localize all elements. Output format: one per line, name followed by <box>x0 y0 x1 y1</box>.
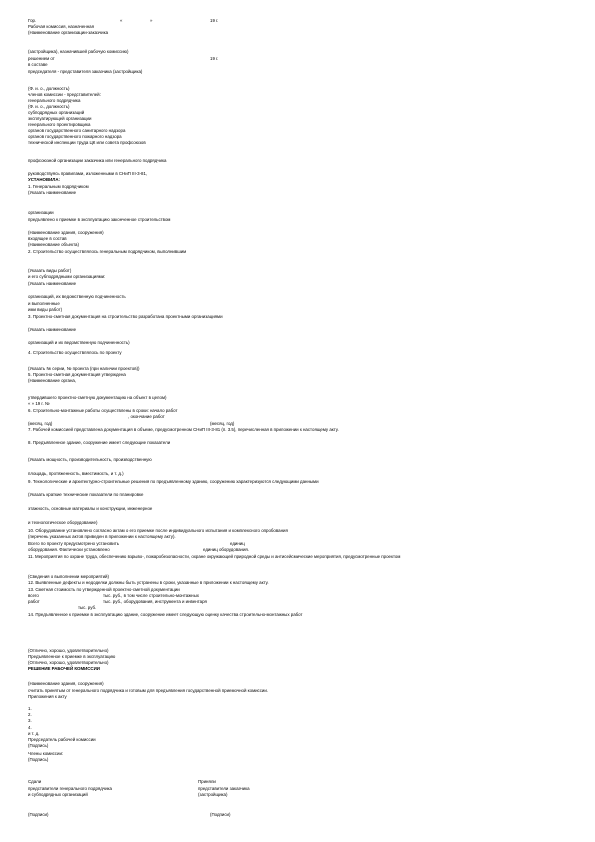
p1-sub: (Указать наименование <box>28 190 77 195</box>
members-signature-sub: (Подпись) <box>28 757 49 762</box>
member-line-9: технической инспекции труда ЦК или совета профсоюзов <box>28 140 146 145</box>
p9-b2: и технологическое оборудование) <box>28 520 98 525</box>
decision-line <box>28 56 219 61</box>
member-line-4: субподрядных организаций <box>28 110 85 115</box>
p1-body: предъявлено к приемке в эксплуатацию законченное строительством <box>28 217 171 222</box>
attach-heading: Приложения к акту <box>28 694 67 699</box>
date-year: 19 г. <box>210 18 219 23</box>
p14-line: 14. Предъявленное к приемке в эксплуатацию здание, сооружение имеет следующую оценку качества строительно-монтажных работ <box>28 612 303 617</box>
p2-b3: и выполненные <box>28 301 60 306</box>
member-line-1: членов комиссии - представителей: <box>28 92 101 97</box>
p6-line: 6. Строительно-монтажные работы осуществлены в сроки: начало работ <box>28 408 178 413</box>
guidance-line: руководствуясь правилами, изложенными в СНиП III-3-81, <box>28 171 148 176</box>
p5-sub: (Наименование органа, <box>28 378 77 383</box>
p9-line: 9. Технологические и архитектурно-строительные решения по предъявленному зданию, сооружению характеризуются следующими данными <box>28 479 319 484</box>
p8-line: 8. Предъявленное здание, сооружение имеет следующие показатели <box>28 440 171 445</box>
date-quote-open: « <box>120 18 123 23</box>
p13-works-line <box>28 599 207 604</box>
p6-sub2: (месяц, год) <box>210 421 235 426</box>
p8-b: площадь, протяженность, вместимость, и т. д.) <box>28 471 124 476</box>
handover-row <box>28 779 216 784</box>
member-line-7: органов государственного санитарного надзора <box>28 128 126 133</box>
composition-line: в составе <box>28 62 48 67</box>
p5-line: 5. Проектно-сметная документация утверждена <box>28 372 126 377</box>
p2-sub: (Указать виды работ) <box>28 268 72 273</box>
commission-sub2: (застройщика), назначившей рабочую комиссию) <box>28 49 129 54</box>
p10-total-label: Всего по проекту предусмотрено установить <box>28 541 120 546</box>
p13-works-units: тыс. руб., оборудования, инструмента и инвентаря <box>103 599 207 604</box>
p9-sub: (Указать краткие технические показатели по планировке <box>28 492 144 497</box>
handed-sub: представители генерального подрядчика <box>28 786 112 791</box>
decision-prefix: решением от <box>28 56 55 61</box>
p7-line: 7. Рабочей комиссией представлена документация в объеме, предусмотренном СНиП III-3-81 (п. 3.5), перечисленная в приложении к настоящему акту. <box>28 427 339 432</box>
chair-signature-sub: (Подпись) <box>28 743 49 748</box>
commission-line: Рабочая комиссия, назначенная <box>28 24 94 29</box>
p11-sub: (Сведения о выполнении мероприятий) <box>28 574 109 579</box>
member-line-6: генерального проектировщика <box>28 122 91 127</box>
p2-sub2: (Указать наименование <box>28 281 77 286</box>
p1-sub3: (Наименование здания, сооружения) <box>28 230 104 235</box>
attach-item-1: 1. <box>28 706 32 711</box>
handed-sub2: и субподрядных организаций <box>28 792 88 797</box>
members-signature-label: Члены комиссии: <box>28 751 64 756</box>
p13-equip-units: тыс. руб. <box>78 605 97 610</box>
attach-item-4: 4. <box>28 725 32 730</box>
p2-b: и его субподрядными организациями: <box>28 274 106 279</box>
signatures-row <box>28 812 231 817</box>
p13-total-line <box>28 593 199 598</box>
attach-item-etc: и т. д. <box>28 731 40 736</box>
p10-actual-label: оборудования. Фактически установлено <box>28 547 110 552</box>
chair-line: председателя - представителя заказчика (застройщика) <box>28 69 143 74</box>
handover-row-2 <box>28 786 250 791</box>
p13-total-units: тыс. руб., в том числе строительно-монтажных <box>103 593 199 598</box>
p3-line: 3. Проектно-сметная документация на строительство разработана проектными организациями <box>28 314 223 319</box>
p5-b: утвердившего проектно-сметную документацию на объект в целом) <box>28 395 167 400</box>
p15-line: Предъявленное к приемке в эксплуатацию <box>28 654 116 659</box>
accepted-label: Приняли <box>198 779 216 784</box>
p15-sub: (Отлично, хорошо, удовлетворительно) <box>28 660 109 665</box>
p10-line: 10. Оборудование установлено согласно актам о его приемке после индивидуального испытания и комплексного опробования <box>28 528 288 533</box>
header-city-line <box>28 18 219 23</box>
p6-sub: (месяц, год) <box>28 421 53 426</box>
p2-b2: организаций, их ведомственную подчиненность <box>28 294 126 299</box>
chair-signature-label: Председатель рабочей комиссии <box>28 737 96 742</box>
member-line-3: (Ф. и. о., должность) <box>28 104 70 109</box>
p5-date: « » 19 г. № <box>28 401 50 406</box>
p10-total-line <box>28 541 245 546</box>
decision-year: 19 г. <box>210 56 219 61</box>
p10-actual-line <box>28 547 250 552</box>
p2-line: 2. Строительство осуществлялось генеральным подрядчиком, выполнившим <box>28 249 187 254</box>
profunion-line: профсоюзной организации заказчика или генерального подрядчика <box>28 158 167 163</box>
p2-sub3: ими виды работ) <box>28 307 63 312</box>
handed-signatures: (Подписи) <box>28 812 49 817</box>
p13-total-label: всего <box>28 593 39 598</box>
p4-line: 4. Строительство осуществлялось по проекту <box>28 350 122 355</box>
accepted-sub2: (застройщика) <box>198 792 228 797</box>
date-quote-close: » <box>150 18 153 23</box>
decision-body: считать принятым от генерального подрядчика и готовым для предъявления государственной приемочной комиссии. <box>28 688 269 693</box>
attach-item-2: 2. <box>28 712 32 717</box>
decision-sub: (Наименование здания, сооружения) <box>28 681 104 686</box>
accepted-sub: представители заказчика <box>198 786 250 791</box>
p6-sub-line <box>28 421 235 426</box>
p10-actual-units: единиц оборудования. <box>203 547 250 552</box>
p3-b: организаций и их ведомственную подчиненность) <box>28 340 130 345</box>
decision-heading: РЕШЕНИЕ РАБОЧЕЙ КОМИССИИ <box>28 666 100 671</box>
p9-b: этажность, основные материалы и конструкции, инженерное <box>28 506 153 511</box>
p10-units: единиц <box>230 541 245 546</box>
p1-where-sub: (Наименование объекта) <box>28 242 79 247</box>
p13-line: 13. Сметная стоимость по утвержденной проектно-сметной документации <box>28 587 180 592</box>
p12-line: 12. Выявленные дефекты и недоделки должны быть устранены в сроки, указанные в приложении к настоящему акту. <box>28 580 269 585</box>
p1-where: входящее в состав <box>28 236 67 241</box>
p4-sub: (Указать № серии, № проекта (при наличии проектов)) <box>28 366 140 371</box>
p11-line: 11. Мероприятия по охране труда, обеспечению взрыво-, пожаробезопасности, охране окружающей природной среды и антисейсмические мероприятия, предусмотренные проектом <box>28 554 401 559</box>
attach-item-3: 3. <box>28 718 32 723</box>
member-line-2: генерального подрядчика <box>28 98 81 103</box>
member-line-8: органов государственного пожарного надзора <box>28 134 122 139</box>
p8-sub: (Указать мощность, производительность, производственную <box>28 457 152 462</box>
handover-row-3 <box>28 792 228 797</box>
p6-end-label: , окончание работ <box>128 414 165 419</box>
member-line-0: (Ф. и. о., должность) <box>28 86 70 91</box>
member-line-5: эксплуатирующей организации <box>28 116 92 121</box>
handed-label: Сдали <box>28 779 42 784</box>
accepted-signatures: (Подписи) <box>210 812 231 817</box>
commission-sub: (Наименование организации-заказчика <box>28 30 109 35</box>
p1-title: 1. Генеральным подрядчиком <box>28 184 89 189</box>
p13-works-label: работ <box>28 599 40 604</box>
city-label: Гор. <box>28 18 37 23</box>
p3-sub: (Указать наименование <box>28 327 77 332</box>
p10-b: (перечень указанных актов приведен в приложении к настоящему акту). <box>28 534 176 539</box>
established-heading: УСТАНОВИЛА: <box>28 177 60 182</box>
p14-sub: (Отлично, хорошо, удовлетворительно) <box>28 648 109 653</box>
p1-sub2: организации <box>28 210 54 215</box>
